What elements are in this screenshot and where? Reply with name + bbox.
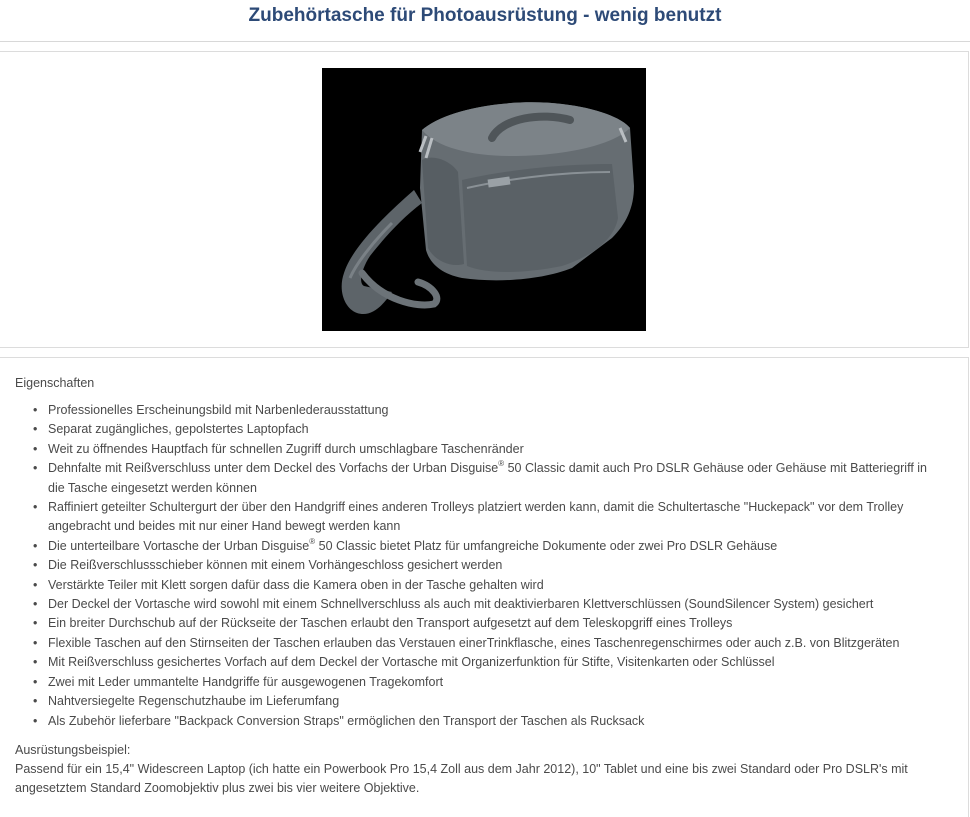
list-item: • Nahtversiegelte Regenschutzhaube im Lieferumfang: [48, 692, 945, 711]
list-item: • Professionelles Erscheinungsbild mit Narbenlederausstattung: [48, 401, 945, 420]
page-title: Zubehörtasche für Photoausrüstung - wenig benutzt: [248, 5, 722, 26]
list-item-text: Dehnfalte mit Reißverschluss unter dem Deckel des Vorfachs der Urban Disguise: [48, 461, 499, 476]
registered-mark: ®: [498, 459, 505, 469]
list-item: • Die Reißverschlussschieber können mit einem Vorhängeschloss gesichert werden: [48, 556, 945, 575]
registered-mark: ®: [309, 536, 316, 546]
description-panel: [0, 357, 969, 817]
list-item: • Verstärkte Teiler mit Klett sorgen dafür dass die Kamera oben in der Tasche gehalten wird: [48, 576, 945, 595]
example-heading: Ausrüstungsbeispiel:: [15, 743, 131, 757]
list-item: • Mit Reißverschluss gesichertes Vorfach auf dem Deckel der Vortasche mit Organizerfunktion für Stifte, Visitenkarten oder Schlüssel: [48, 653, 945, 672]
product-photo[interactable]: [322, 68, 646, 331]
list-item: • Zwei mit Leder ummantelte Handgriffe für ausgewogenen Tragekomfort: [48, 673, 945, 692]
image-panel: [0, 51, 969, 348]
list-item: • Als Zubehör lieferbare "Backpack Conversion Straps" ermöglichen den Transport der Taschen als Rucksack: [48, 712, 945, 731]
list-item: • Raffiniert geteilter Schultergurt der über den Handgriff eines anderen Trolleys platziert werden kann, damit die Schultertasche "Huckepack" vor dem Trolley angebracht und beides mit nur einer Hand bewegt werden kann: [48, 498, 945, 537]
list-item: • Ein breiter Durchschub auf der Rückseite der Taschen erlaubt den Transport aufgesetzt auf dem Teleskopgriff eines Trolleys: [48, 614, 945, 633]
list-item-text: 50 Classic damit auch Pro DSLR Gehäuse oder Gehäuse mit Batteriegriff in die Tasche eingesetzt werden können: [48, 461, 928, 495]
camera-bag-image: [322, 68, 646, 331]
list-item: • Weit zu öffnendes Hauptfach für schnellen Zugriff durch umschlagbare Taschenränder: [48, 440, 945, 459]
example-text: Passend für ein 15,4" Widescreen Laptop (ich hatte ein Powerbook Pro 15,4 Zoll aus dem Jahr 2012), 10" Tablet und eine bis zwei Standard oder Pro DSLR's mit angesetztem Standard Zoomobjektiv plus zwei bis vier weitere Objektive.: [15, 762, 908, 796]
features-list: [15, 401, 945, 731]
list-item: [48, 537, 945, 556]
list-item-text: Die unterteilbare Vortasche der Urban Disguise: [48, 538, 310, 553]
list-item: • Flexible Taschen auf den Stirnseiten der Taschen erlauben das Verstauen einerTrinkflasche, eines Taschenregenschirmes oder auch z.B. von Blitzgeräten: [48, 634, 945, 653]
list-item: • Der Deckel der Vortasche wird sowohl mit einem Schnellverschluss als auch mit deaktivierbaren Klettverschlüssen (SoundSilencer System) gesichert: [48, 595, 945, 614]
title-bar: [0, 0, 970, 42]
list-item-text: 50 Classic bietet Platz für umfangreiche Dokumente oder zwei Pro DSLR Gehäuse: [315, 538, 778, 553]
features-heading: Eigenschaften: [15, 376, 95, 390]
list-item: • Separat zugängliches, gepolstertes Laptopfach: [48, 420, 945, 439]
list-item: [48, 459, 945, 498]
